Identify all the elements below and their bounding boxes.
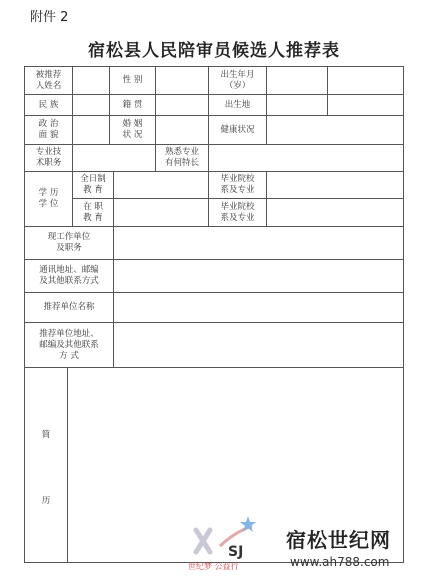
expertise-label: 熟悉专业 有何特长	[164, 147, 199, 168]
parttime-label: 在 职 教 育	[83, 201, 103, 223]
tech-title-label: 专业技 术职务	[35, 147, 62, 168]
name-field[interactable]	[73, 67, 109, 94]
current-position-label: 现工作单位 及职务	[47, 232, 91, 253]
school-major-1-label: 毕业院校 系及专业	[220, 174, 255, 195]
native-place-field[interactable]	[156, 95, 208, 115]
gender-field[interactable]	[156, 67, 208, 94]
fulltime-field[interactable]	[114, 172, 208, 198]
tech-title-field[interactable]	[73, 145, 155, 171]
birth-field[interactable]	[267, 67, 327, 94]
recommender-field[interactable]	[114, 293, 403, 322]
attachment-label: 附件 2	[30, 10, 69, 25]
name-label: 被推荐 人姓名	[35, 69, 62, 91]
school-major-2-field[interactable]	[267, 199, 403, 226]
fulltime-label: 全日制 教 育	[80, 174, 106, 195]
photo-field[interactable]	[328, 67, 403, 115]
birthplace-label: 出生地	[224, 99, 251, 110]
school-major-2-label: 毕业院校 系及专业	[220, 201, 255, 223]
education-label: 学 历 学 位	[38, 188, 59, 209]
watermark-url: www.ah788.com	[290, 555, 390, 569]
native-place-label: 籍 贯	[122, 99, 143, 110]
watermark-slogan: 世纪梦 公益行	[188, 562, 239, 571]
resume-label-top: 简	[41, 429, 51, 440]
birthplace-field[interactable]	[267, 95, 327, 115]
birth-label: 出生年月 （岁）	[220, 69, 255, 91]
form-title: 宿松县人民陪审员候选人推荐表	[88, 41, 340, 61]
marital-label: 婚 姻 状 况	[122, 119, 143, 140]
gender-label: 性 别	[122, 75, 143, 85]
health-label: 健康状况	[220, 124, 255, 135]
recommender-contact-label: 推荐单位地址、 邮编及其他联系 方 式	[39, 328, 99, 361]
ethnicity-field[interactable]	[73, 95, 109, 115]
resume-label-bottom: 历	[41, 495, 51, 506]
health-field[interactable]	[267, 116, 403, 144]
marital-field[interactable]	[156, 116, 208, 144]
expertise-field[interactable]	[209, 145, 403, 171]
site-logo-icon	[190, 512, 280, 562]
school-major-1-field[interactable]	[267, 172, 403, 198]
ethnicity-label: 民 族	[38, 99, 59, 110]
contact-label: 通讯地址、邮编 及其他联系方式	[39, 265, 99, 286]
watermark-site-name: 宿松世纪网	[286, 528, 391, 552]
logo-text: SJ	[228, 544, 244, 560]
recommender-contact-field[interactable]	[114, 323, 403, 367]
political-field[interactable]	[73, 116, 109, 144]
political-label: 政 治 面 貌	[38, 119, 59, 140]
recommender-label: 推荐单位名称	[43, 302, 95, 312]
current-position-field[interactable]	[114, 227, 403, 259]
contact-field[interactable]	[114, 260, 403, 292]
parttime-field[interactable]	[114, 199, 208, 226]
